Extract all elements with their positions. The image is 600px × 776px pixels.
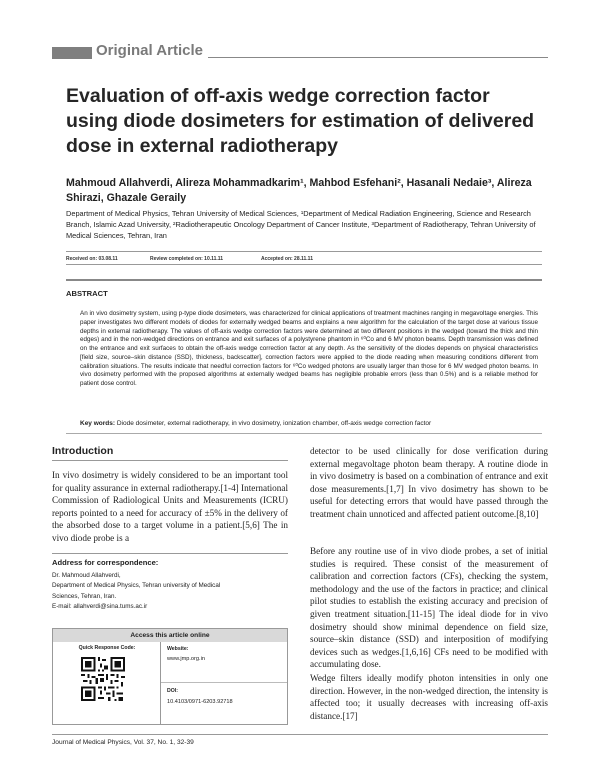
- info-cell: [161, 642, 287, 724]
- correspondence-heading: Address for correspondence:: [52, 558, 159, 567]
- correspondence-name: Dr. Mahmoud Allahverdi,: [52, 572, 121, 579]
- qr-cell: [53, 642, 161, 724]
- correspondence-address2: Sciences, Tehran, Iran.: [52, 592, 117, 600]
- article-title: Evaluation of off-axis wedge correction factor using diode dosimeters for estimation of delivered dose in external radiotherapy: [66, 85, 535, 157]
- abstract-heading: ABSTRACT: [66, 289, 108, 298]
- intro-right-paragraph-1: detector to be used clinically for dose verification during external megavoltage photon beam therapy. A routine diode in in vivo dosimetry is based on a combination of entrance and exit dose measurements.[1,7] In vivo dosimetry has shown to be useful for detecting errors that would have passed through the treatment chain unnoticed and affected patient outcome.[8,10]: [310, 446, 548, 519]
- intro-right-paragraph-2: Before any routine use of in vivo diode probes, a set of initial studies is required. These consist of the measurement of calibration and correction factors (CFs), checking the system, methodology and the use of the factors in practice; and clinical pilot studies to establish the existing accuracy and precision of given treatment situation.[11-15] The ideal diode for in vivo dosimetry should show minimal dependence on field size, source–skin distance (SSD) and interposition of modifying devices such as wedges.[1,6,16] CFs need to be modified with accumulating dose.: [310, 546, 548, 670]
- section-bar: [52, 47, 92, 59]
- keywords-text: Diode dosimeter, external radiotherapy, in vivo dosimetry, ionization chamber, off-axis wedge correction factor: [116, 420, 432, 427]
- section-label: Original Article: [96, 42, 203, 59]
- abstract-box: [66, 279, 542, 434]
- correspondence-address1: Department of Medical Physics, Tehran university of Medical: [52, 582, 221, 590]
- affiliations: Department of Medical Physics, Tehran University of Medical Sciences, ¹Department of Medical Radiation Engineering, Science and Research Branch, Islamic Azad University, ²Radiotherapeutic Oncology Department of Cancer Institute, ³Department of Radiotherapy, Tehran University of Medical Sciences, Tehran, Iran: [66, 209, 536, 241]
- footer-rule: [52, 734, 548, 735]
- website-link[interactable]: www.jmp.org.in: [167, 656, 205, 662]
- doi-value: 10.4103/0971-6203.92718: [167, 699, 233, 705]
- section-rule: [208, 57, 548, 58]
- correspondence-lines: [52, 571, 288, 613]
- correspondence-email: E-mail: allahverdi@sina.tums.ac.ir: [52, 603, 148, 611]
- info-divider: [161, 682, 287, 683]
- doi-label: DOI:: [167, 688, 178, 694]
- review-date: Review completed on: 10.11.11: [150, 256, 224, 262]
- access-online-box: [52, 628, 288, 725]
- dates-bar: [66, 251, 542, 265]
- introduction-heading: Introduction: [52, 445, 114, 457]
- author-list: Mahmoud Allahverdi, Alireza Mohammadkarim¹, Mahbod Esfehani², Hasanali Nedaie³, Alireza Shirazi, Ghazale Geraily: [66, 177, 532, 204]
- intro-right-paragraph-3: Wedge filters ideally modify photon intensities in only one direction. However, in the non-wedged direction, the intensity is affected too; it usually decreases with increasing off-axis distance.[17]: [310, 673, 548, 721]
- accepted-date: Accepted on: 28.11.11: [261, 256, 313, 262]
- correspondence-box: [52, 553, 288, 615]
- abstract-text: An in vivo dosimetry system, using p-type diode dosimeters, was characterized for clinical applications of treatment machines ranging in megavoltage energies. This paper investigates two different models of diodes for externally wedged beams and explains a new algorithm for the calculation of the target dose at various tissue depths in external radiotherapy. The values of off-axis wedge correction factors were determined at two different positions in the wedged (toward the thick and thin edges) and in the non-wedged directions on entrance and exit surfaces of a polystyrene phantom in ⁶⁰Co and 6 MV photon beams. Depth transmission was defined on the entrance and exit surfaces to obtain the off-axis wedge correction factor at any depth. As the sensitivity of the diodes depends on physical characteristics [field size, source–skin distance (SSD), thickness, backscatter], correction factors were applied to the diode reading when measuring conditions different from calibration situations. The results indicate that needful correction factors for ⁶⁰Co wedged photons are usually larger than those for 6 MV wedged photon beams. In vivo dosimetry performed with the proposed algorithms at externally wedged beams has negligible probable errors (less than 0.5%) and is a reliable method for patient dose control.: [80, 310, 538, 387]
- received-date: Received on: 03.08.11: [66, 256, 118, 262]
- qr-label: Quick Response Code:: [78, 645, 136, 651]
- keywords: [80, 420, 540, 427]
- keywords-label: Key words:: [80, 420, 116, 427]
- access-header: Access this article online: [53, 629, 287, 642]
- intro-left-paragraph: In vivo dosimetry is widely considered to be an important tool for quality assurance in external radiotherapy.[1-4] International Commission of Radiological Units and Measurements (ICRU) reports pointed to a need for accuracy of ±5% in the delivery of the absorbed dose to a target volume in a patient.[5,6] The in vivo diode probe is a: [52, 470, 288, 543]
- qr-code-icon: [81, 657, 125, 701]
- introduction-rule: [52, 460, 288, 461]
- website-label: Website:: [167, 646, 189, 652]
- journal-footer: Journal of Medical Physics, Vol. 37, No. 1, 32-39: [52, 739, 194, 746]
- section-header: [52, 44, 548, 62]
